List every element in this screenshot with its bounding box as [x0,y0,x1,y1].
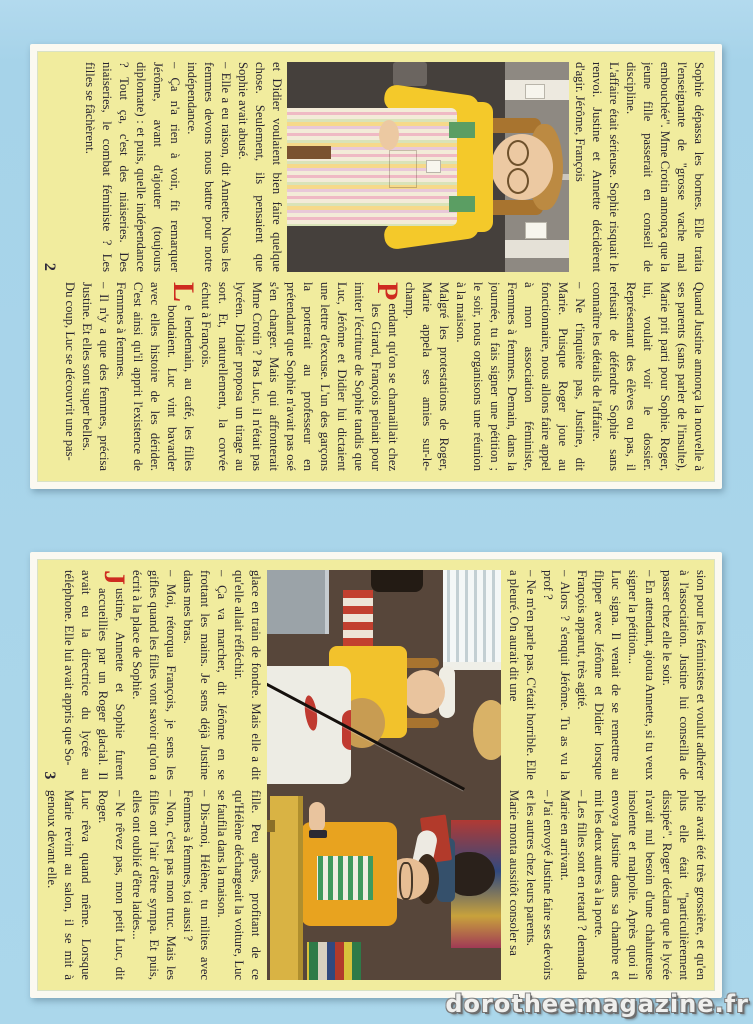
story-paragraph: – Ne rêvez pas, mon petit Luc, dit Roger. [96,790,127,980]
story-paragraph: sion pour les féministes et voulut adhérer à l'association. Justine lui conseilla de passer chez elle le soir. [660,570,708,780]
wall-stripe [505,240,569,258]
story-paragraph: phie avait été très grossière, et qu'en plus elle était "particulièrement dissipée". Roger déclara que le lycée n'avait nul besoin d'une chahuteuse insolente et malpolie. Après quoi il envoya Justine dans sa chambre et mit les deux autres à la porte. [592,790,708,980]
blonde-head [473,700,501,760]
story-paragraph: – En attendant, ajouta Annette, si tu veux signer la pétition... [626,570,657,780]
page-3 [30,552,722,998]
price-tag [525,222,547,239]
story-paragraph: P endant qu'on se chamaillait chez les Girard, François peinait pour imiter l'écriture de Sophie tandis que Luc, Jérôme et Didier lui dictaient une lettre d'excuse. L'un des garçons la porterait au professeur en prétendant que Sophie n'avait pas osé s'en charger. Mais qui affronterait Mme Crotin ? Pas Luc, il n'était pas lycéen. Didier proposa un tirage au sort. Et, naturellement, la corvée échut à François. [199,282,404,471]
pinafore-strap [449,196,475,212]
page-2-column-2 [61,282,707,471]
page-3-column-2-bottom [43,790,264,980]
story-paragraph: – J'ai envoyé Justine faire ses devoirs et les autres chez leurs parents. [524,790,555,980]
story-paragraph: – Ça va marcher, dit Jérôme en se frottant les mains. Je sens déjà Justine dans mes bras. [181,570,229,780]
story-paragraph: – Non, c'est pas mon truc. Mais les filles ont l'air d'être sympa. Et puis, elles ont oublié d'être laides... [130,790,178,980]
story-paragraph: fille. Peu après, profitant de ce qu'Hélène déchargeait la voiture, Luc se faufila dans la maison. [215,790,263,980]
page-number-2: 2 [41,262,58,271]
dropcap: L [167,282,200,303]
story-paragraph: – Il n'y a que des femmes, précisa Justine. Et elles sont super belles. [80,282,111,471]
bench-leg [267,820,275,832]
story-paragraph: – Elle a eu raison, dit Annette. Nous les femmes devons nous battre pour notre indépendance. [185,62,233,272]
story-paragraph: J ustine, Annette et Sophie furent accueillies par un Roger glacial. Il avait eu la directrice du lycée au téléphone. Elle lui avait appris que So- [62,570,131,780]
story-paragraph: Sophie dépassa les bornes. Elle traita l'enseignante de "grosse vache mal embouchée". Mme Crotin annonça que la jeune fille passerait en conseil de discipline. [624,62,706,272]
pinafore-strap [449,122,475,138]
stacked-books [307,942,361,980]
story-paragraph: – Ne m'en parle pas. C'était horrible. Elle a pleuré. On aurait dit une [507,570,538,780]
bib-tag [426,160,441,173]
story-paragraph: L'affaire était sérieuse. Sophie risquait le renvoi. Justine et Annette décidèrent d'agir. Jérôme, François [573,62,621,272]
glasses-lens [507,168,529,194]
girl-face [403,670,445,714]
glasses-lens [507,140,529,166]
story-paragraph: et Didier voulaient bien faire quelque chose. Seulement, ils pensaient que Sophie avait abusé. [236,62,284,272]
metal-latch [393,62,427,86]
watermark: dorotheemagazine.fr [445,990,749,1018]
story-paragraph: Luc signa. Il venait de se remettre au flipper avec Jérôme et Didier lorsque François apparut, très agité. [575,570,623,780]
photo-cafe-pinball [267,570,501,980]
wrist-watch [309,830,327,838]
page-3-column-2-top [504,790,709,980]
story-paragraph: – Les filles sont en retard ? demanda Marie en arrivant. [558,790,589,980]
grey-machine [267,570,329,634]
hand [309,802,325,832]
page-2-wrapper [30,44,722,489]
story-paragraph: Quand Justine annonça la nouvelle à ses parents (sans parler de l'insulte), Marie prit parti pour Sophie. Roger, lui, voulait voir le dossier. Représentant des élèves ou pas, il refusait de défendre Sophie sans connaître les détails de l'affaire. [590,282,706,471]
story-paragraph: – Alors ? s'enquit Jérôme. Tu as vu la prof ? [541,570,572,780]
page-2-columns [61,62,707,471]
page-3-column-1-top [504,570,709,780]
price-tag [525,84,545,99]
story-paragraph: – Ne t'inquiète pas, Justine, dit Marie. Puisque Roger joue au fonctionnaire, nous allons faire appel à mon association féministe, Femmes à femmes. Demain, dans la journée, tu fais signer une pétition ; le soir, nous organisons une réunion à la maison. [454,282,587,471]
photo-girl-braids [287,62,569,272]
glasses [399,862,413,900]
story-paragraph: – Moi, rétorqua François, je sens les gifles quand les filles vont savoir qu'on a écrit à la place de Sophie. [130,570,178,780]
dropcap: P [371,282,404,301]
story-paragraph: – Ça n'a rien à voir, fit remarquer Jérôme, avant d'ajouter (toujours diplomate) : et puis, quelle indépendance ? Tout ça, c'est des niaiseries. Des niaiseries, le combat féministe ? Les filles se fâchèrent. [83,62,182,272]
page-2-column-1 [61,62,707,272]
page-3-wrapper [30,552,722,998]
text-block [61,62,285,272]
wooden-post [287,146,331,159]
page-3-column-1-bottom [43,570,264,780]
story-paragraph: glace en train de fondre. Mais elle a dit qu'elle allait réfléchir. [232,570,263,780]
story-paragraph: Malgré les protestations de Roger, Marie appela ses amies sur-le-champ. [403,282,451,471]
pinafore-pocket [389,150,417,188]
story-paragraph: Marie monta aussitôt consoler sa [507,790,521,956]
page-2 [30,44,722,489]
page-number-3: 3 [41,771,58,780]
dropcap: J [98,570,131,585]
green-striped-shirt [317,856,373,900]
story-paragraph: – Dis-moi, Hélène, tu milites avec Femmes à femmes, toi aussi ? [181,790,212,980]
page-3-bottom-row [43,570,264,980]
story-paragraph: L e lendemain, au café, les filles boudaient. Luc vint bavarder avec elles histoire de les dérider. C'est ainsi qu'il apprit l'existence de Femmes à femmes. [114,282,200,471]
page-2-surface [37,51,715,482]
text-block [571,62,707,272]
story-paragraph: Luc rêva quand même. Lorsque Marie revint au salon, il se mit à genoux devant elle. [45,790,93,980]
person-at-edge [371,570,423,592]
page-3-surface [37,559,715,991]
girl-hand [379,120,399,150]
window-blinds [443,570,501,662]
page-3-top-row [504,570,709,980]
story-paragraph: Du coup, Luc se découvrit une pas- [63,282,77,461]
